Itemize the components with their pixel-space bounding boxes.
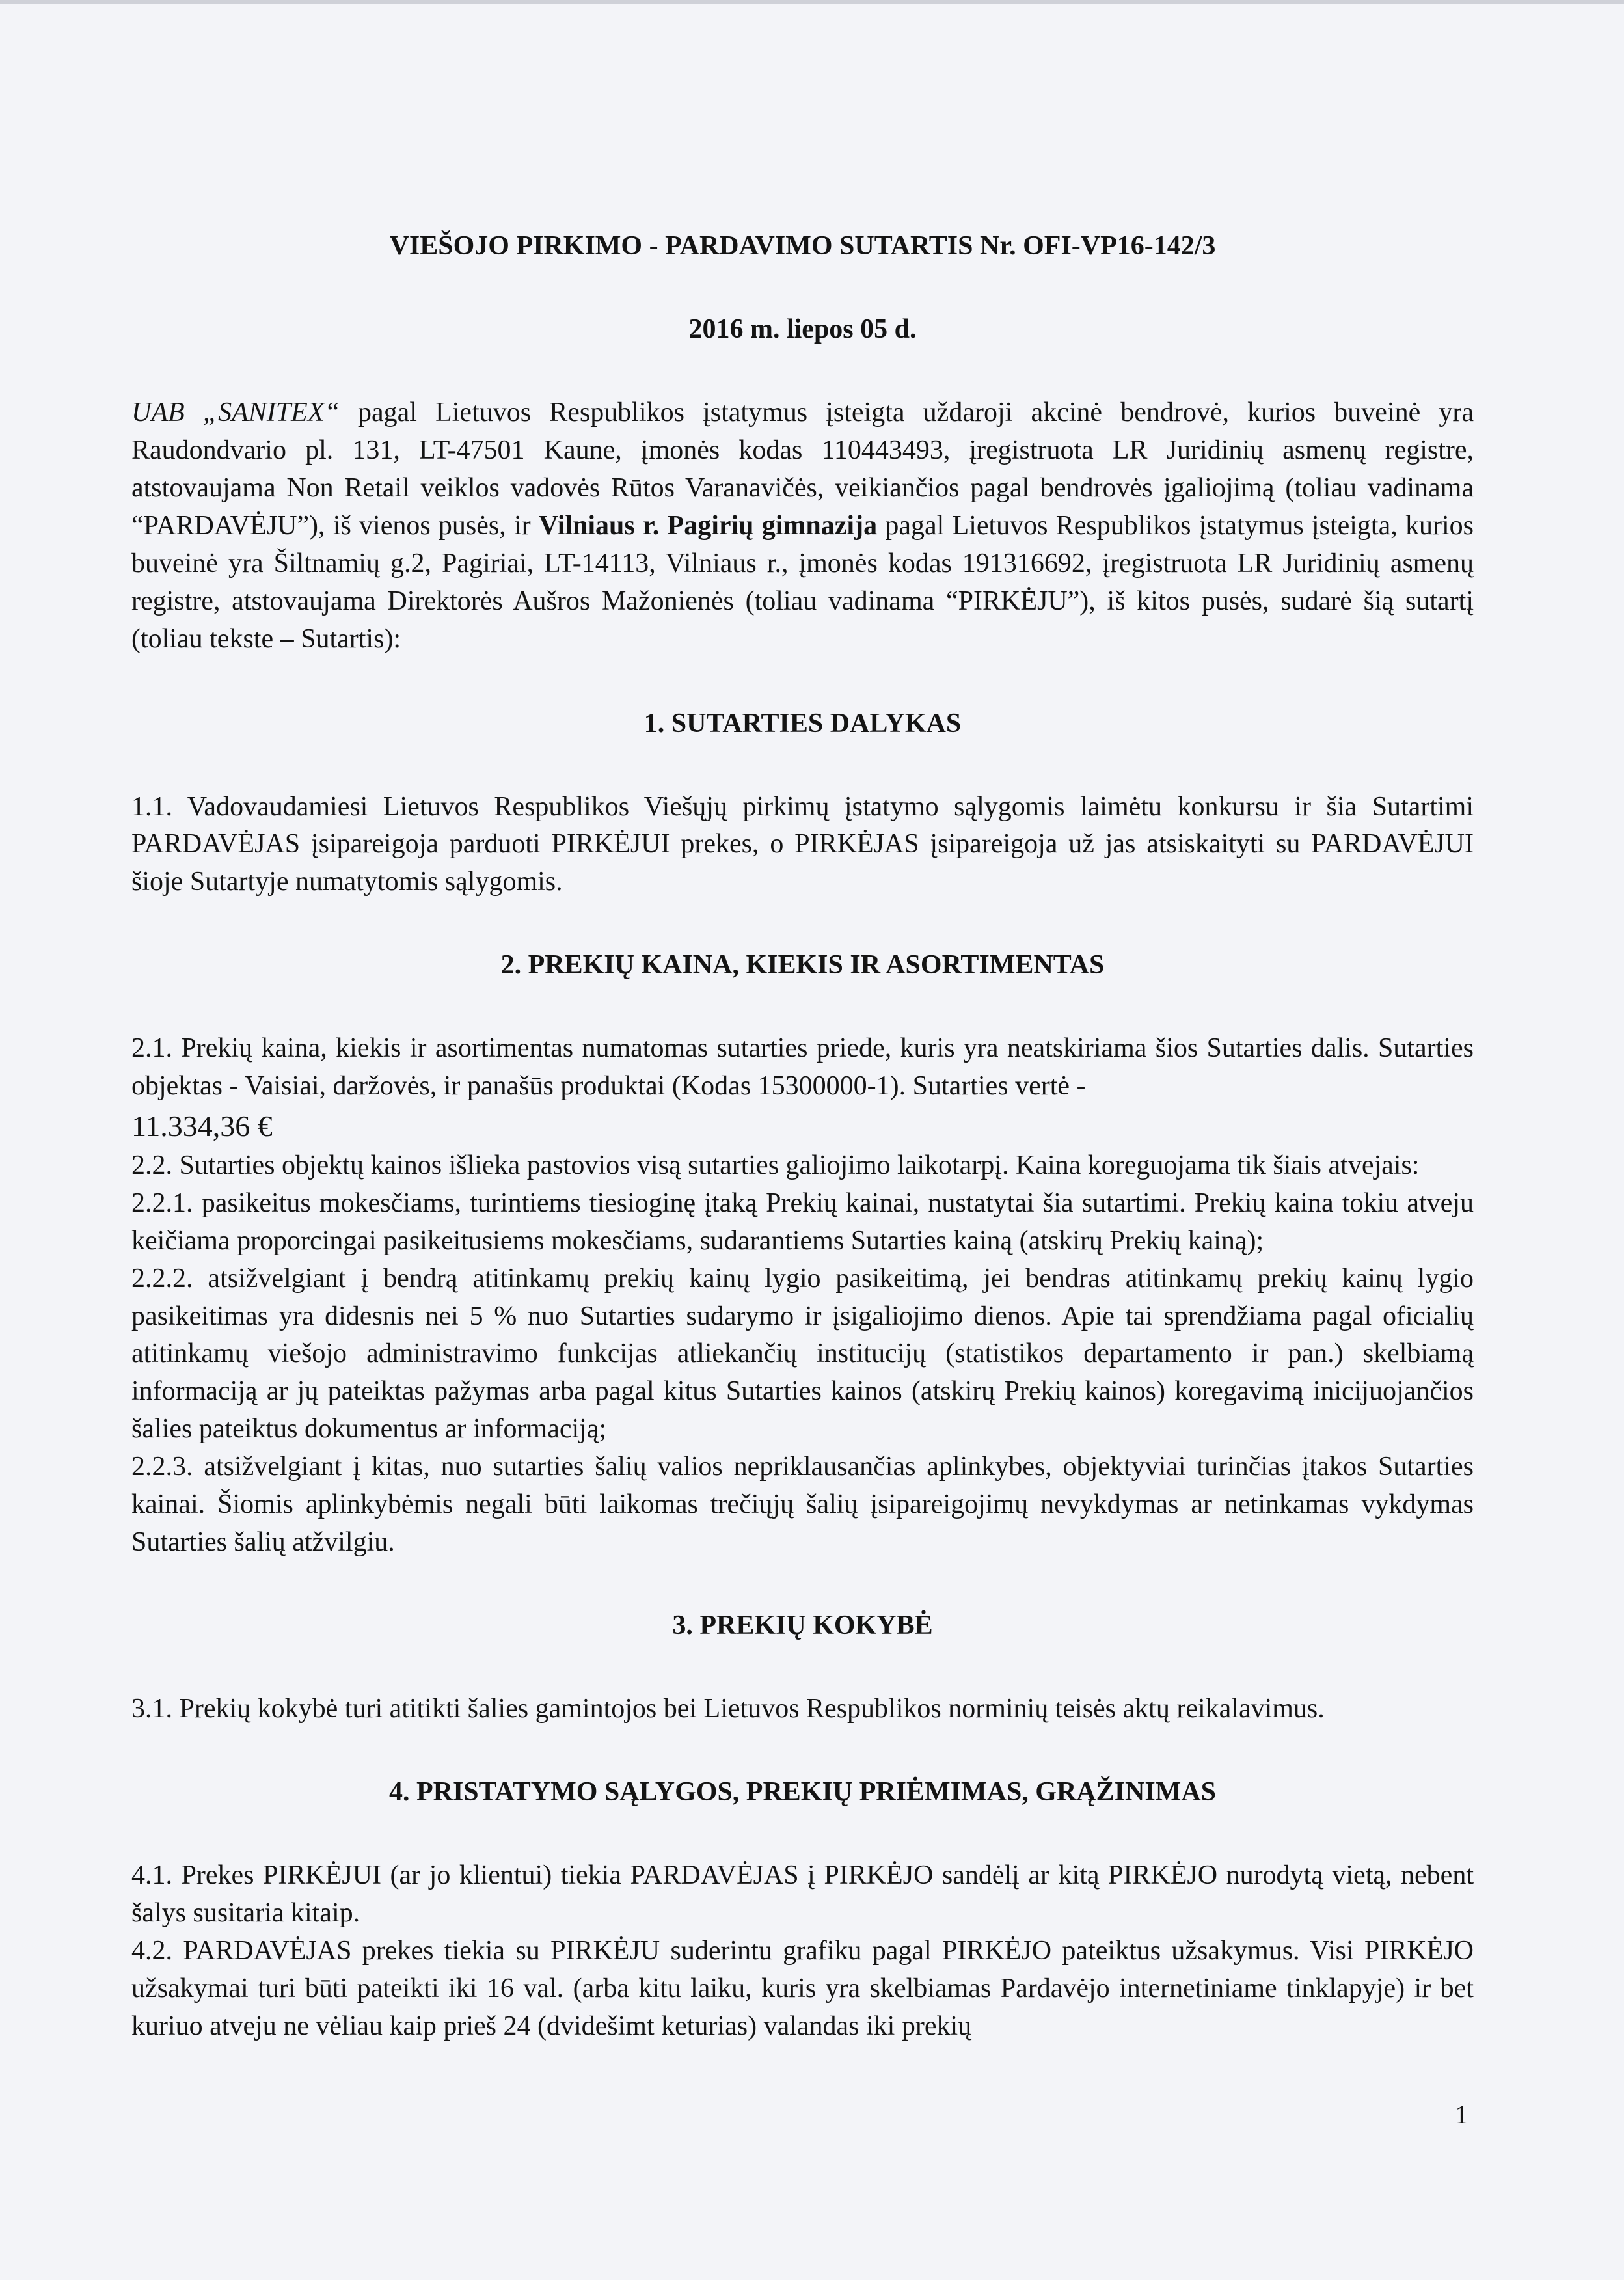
clause-1-1: 1.1. Vadovaudamiesi Lietuvos Respublikos Viešųjų pirkimų įstatymo sąlygomis laimėtu konkursu ir šia Sutartimi PARDAVĖJAS įsipareigoja parduoti PIRKĖJUI prekes, o PIRKĖJAS įsipareigoja už jas atsiskaityti su PARDAVĖJUI šioje Sutartyje numatytomis sąlygomis.: [131, 791, 1474, 897]
buyer-name: Vilniaus r. Pagirių gimnazija: [538, 510, 878, 541]
seller-name: UAB „SANITEX“: [131, 397, 340, 428]
clause-2-2-2: 2.2.2. atsižvelgiant į bendrą atitinkamų prekių kainų lygio pasikeitimą, jei bendras atitinkamų prekių kainų lygio pasikeitimas yra didesnis nei 5 % nuo Sutarties sudarymo ir įsigaliojimo dienos. Apie tai sprendžiama pagal oficialių atitinkamų viešojo administravimo funkcijas atliekančių institucijų (statistikos departamento ir pan.) skelbiamą informaciją ar jų pateiktas pažymas arba pagal kitus Sutarties kainos (atskirų Prekių kainos) koregavimą inicijuojančios šalies pateiktus dokumentus ar informaciją;: [131, 1263, 1474, 1445]
clause-3-1: 3.1. Prekių kokybė turi atitikti šalies gamintojos bei Lietuvos Respublikos norminių teisės aktų reikalavimus.: [131, 1694, 1325, 1724]
clause-2-2-1: 2.2.1. pasikeitus mokesčiams, turintiems tiesioginę įtaką Prekių kainai, nustatytai šia sutartimi. Prekių kaina tokiu atveju keičiama proporcingai pasikeitusiems mokesčiams, sudarantiems Sutarties kainą (atskirų Prekių kainą);: [131, 1188, 1474, 1256]
document-body: [131, 228, 1474, 2046]
section-4-title: 4. PRISTATYMO SĄLYGOS, PREKIŲ PRIĖMIMAS, GRĄŽINIMAS: [388, 1777, 1217, 1808]
contract-value: 11.334,36 €: [131, 1109, 273, 1143]
clause-4-2: 4.2. PARDAVĖJAS prekes tiekia su PIRKĖJU suderintu grafiku pagal PIRKĖJO pateiktus užsakymus. Visi PIRKĖJO užsakymai turi būti pateikti iki 16 val. (arba kitu laiku, kuris yra skelbiamas Pardavėjo internetiniame tinklapyje) ir bet kuriuo atveju ne vėliau kaip prieš 24 (dvidešimt keturias) valandas iki prekių: [131, 1935, 1474, 2041]
clause-2-2-3: 2.2.3. atsižvelgiant į kitas, nuo sutarties šalių valios nepriklausančias aplinkybes, objektyviai turinčias įtakos Sutarties kainai. Šiomis aplinkybėmis negali būti laikomas trečiųjų šalių įsipareigojimų nevykdymas ar netinkamas vykdymas Sutarties šalių atžvilgiu.: [131, 1452, 1474, 1558]
clause-4-1: 4.1. Prekes PIRKĖJUI (ar jo klientui) tiekia PARDAVĖJAS į PIRKĖJO sandėlį ar kitą PIRKĖJO nurodytą vietą, nebent šalys susitaria kitaip.: [131, 1860, 1474, 1929]
page-number: 1: [1455, 2100, 1468, 2129]
section-3-title: 3. PREKIŲ KOKYBĖ: [672, 1610, 933, 1641]
document-title: VIEŠOJO PIRKIMO - PARDAVIMO SUTARTIS Nr. OFI-VP16-142/3: [389, 231, 1216, 261]
section-1-title: 1. SUTARTIES DALYKAS: [643, 708, 962, 739]
intro-text-2: pagal Lietuvos Respublikos įstatymus įsteigta, kurios buveinė yra Šiltnamių g.2, Pagiriai, LT-14113, Vilniaus r., įmonės kodas 191316692, įregistruota LR Juridinių asmenų registre, atstovaujama Direktorės Aušros Mažonienės (toliau vadinama “PIRKĖJU”), iš kitos pusės, sudarė šią sutartį (toliau tekste – Sutartis):: [131, 510, 1474, 654]
clause-2-2: 2.2. Sutarties objektų kainos išlieka pastovios visą sutarties galiojimo laikotarpį. Kaina koreguojama tik šiais atvejais:: [131, 1150, 1420, 1180]
clause-2-1: [131, 1030, 1474, 1147]
document-date: 2016 m. liepos 05 d.: [688, 314, 917, 344]
scan-edge: [0, 0, 1624, 4]
intro-paragraph: [131, 394, 1474, 658]
section-2-title: 2. PREKIŲ KAINA, KIEKIS IR ASORTIMENTAS: [500, 950, 1105, 981]
intro-text-1: pagal Lietuvos Respublikos įstatymus įsteigta uždaroji akcinė bendrovė, kurios buveinė yra Raudondvario pl. 131, LT-47501 Kaune, įmonės kodas 110443493, įregistruota LR Juridinių asmenų registre, atstovaujama Non Retail veiklos vadovės Rūtos Varanavičės, veikiančios pagal bendrovės įgaliojimą (toliau vadinama “PARDAVĖJU”), iš vienos pusės, ir: [131, 397, 1474, 541]
clause-2-1-text: 2.1. Prekių kaina, kiekis ir asortimentas numatomas sutarties priede, kuris yra neatskiriama šios Sutarties dalis. Sutarties objektas - Vaisiai, daržovės, ir panašūs produktai (Kodas 15300000-1). Sutarties vertė -: [131, 1033, 1474, 1102]
